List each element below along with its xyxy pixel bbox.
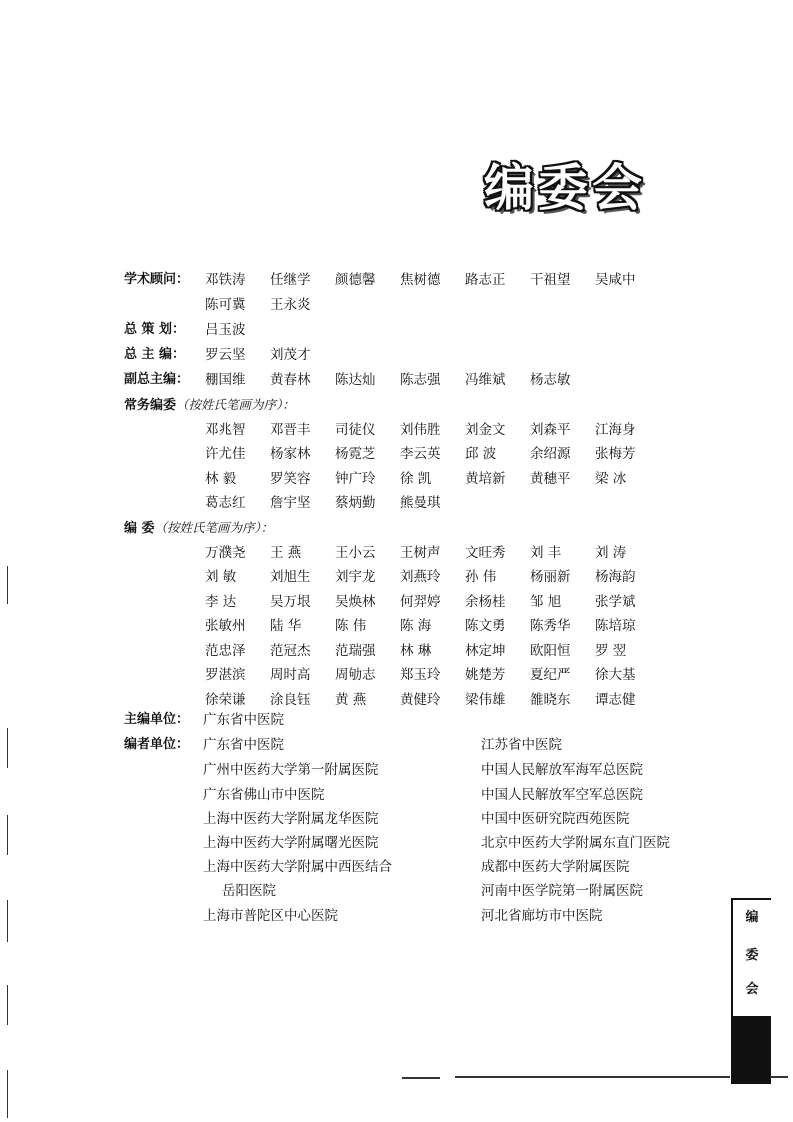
member-name: 陈培琼 — [595, 618, 636, 634]
member-name: 杨家林 — [270, 446, 311, 462]
member-name: 黄 燕 — [335, 691, 367, 708]
role-label — [124, 320, 185, 340]
member-name: 刘 涛 — [595, 544, 627, 561]
member-name: 颜德馨 — [335, 272, 376, 288]
side-tab-char: 委 — [745, 948, 759, 963]
ordering-note: （按姓氏笔画为序）： — [154, 520, 274, 535]
member-name: 陈可冀 — [205, 296, 246, 313]
member-name: 陈达灿 — [335, 372, 376, 388]
member-name: 吴万垠 — [270, 593, 311, 610]
side-tab-char: 编 — [745, 910, 759, 925]
role-label-text: 编 委 — [124, 521, 155, 536]
role-label-text: 常务编委 — [124, 398, 177, 413]
participating-unit: 北京中医药大学附属东直门医院 — [481, 835, 670, 851]
member-name: 刘茂才 — [270, 347, 311, 363]
member-name: 罗湛滨 — [205, 667, 246, 683]
member-name: 刘 丰 — [530, 544, 562, 561]
member-name: 余杨桂 — [465, 593, 506, 610]
participating-unit: 岳阳医院 — [222, 883, 276, 899]
member-name: 万濮尧 — [205, 544, 246, 561]
member-name: 熊曼琪 — [400, 495, 441, 511]
member-name: 余绍源 — [530, 446, 571, 462]
member-name: 梁伟雄 — [465, 691, 506, 708]
member-name: 涂良钰 — [270, 691, 311, 708]
side-tab — [731, 898, 771, 1084]
role-label-text: 总 策 划： — [124, 322, 186, 337]
role-label — [124, 345, 185, 365]
member-name: 张梅芳 — [595, 446, 636, 462]
member-name: 焦树德 — [400, 272, 441, 288]
member-name: 稝国维 — [205, 372, 246, 388]
footer-rule — [455, 1076, 730, 1078]
footer-rule — [402, 1077, 440, 1079]
participating-unit: 河北省廊坊市中医院 — [481, 908, 603, 924]
participating-unit: 广东省佛山市中医院 — [203, 787, 325, 803]
page-title: 编委会 — [484, 159, 646, 217]
member-name: 邹 旭 — [530, 593, 562, 610]
participating-unit: 广东省中医院 — [203, 737, 284, 753]
member-name: 刘 敏 — [205, 569, 237, 585]
member-name: 林 毅 — [205, 470, 237, 487]
member-name: 谭志健 — [595, 691, 636, 708]
role-label — [124, 270, 189, 290]
member-name: 梁 冰 — [595, 470, 627, 487]
member-name: 邱 波 — [465, 446, 497, 462]
member-name: 刘金文 — [465, 421, 506, 438]
member-name: 吴咸中 — [595, 272, 636, 288]
member-name: 陈 海 — [400, 618, 432, 634]
participating-unit: 上海中医药大学附属曙光医院 — [203, 835, 379, 851]
member-name: 吴焕林 — [335, 593, 376, 610]
member-name: 刘燕玲 — [400, 569, 441, 585]
member-name: 任继学 — [270, 272, 311, 288]
participating-unit: 中国人民解放军空军总医院 — [481, 787, 643, 803]
member-name: 文旺秀 — [465, 544, 506, 561]
member-name: 徐 凯 — [400, 470, 432, 487]
member-name: 刘森平 — [530, 421, 571, 438]
member-name: 陈文勇 — [465, 618, 506, 634]
participating-unit: 上海中医药大学附属中西医结合 — [203, 859, 392, 875]
member-name: 干祖望 — [530, 272, 571, 288]
side-tab-fill — [733, 1016, 771, 1082]
member-name: 罗云坚 — [205, 347, 246, 363]
member-name: 葛志红 — [205, 495, 246, 511]
member-name: 陈 伟 — [335, 618, 367, 634]
role-label — [124, 395, 295, 416]
participating-unit: 中国中医研究院西苑医院 — [481, 811, 630, 827]
role-label-text: 总 主 编： — [124, 347, 186, 362]
member-name: 徐大基 — [595, 667, 636, 683]
chief-unit-value: 广东省中医院 — [203, 712, 284, 728]
member-name: 刘旭生 — [270, 569, 311, 585]
binding-mark — [7, 900, 8, 942]
member-name: 江海身 — [595, 421, 636, 438]
member-name: 何羿婷 — [400, 593, 441, 610]
member-name: 孙 伟 — [465, 569, 497, 585]
participating-unit: 上海中医药大学附属龙华医院 — [203, 811, 379, 827]
member-name: 杨丽新 — [530, 569, 571, 585]
member-name: 邓兆智 — [205, 421, 246, 438]
member-name: 王小云 — [335, 544, 376, 561]
member-name: 陈秀华 — [530, 618, 571, 634]
member-name: 徐荣谦 — [205, 691, 246, 708]
role-label-text: 副总主编： — [124, 372, 190, 387]
member-name: 路志正 — [465, 272, 506, 288]
member-name: 李 达 — [205, 593, 237, 610]
participating-unit: 上海市普陀区中心医院 — [203, 908, 338, 924]
member-name: 邓铁涛 — [205, 272, 246, 288]
participating-unit: 中国人民解放军海军总医院 — [481, 762, 643, 778]
member-name: 张学斌 — [595, 593, 636, 610]
role-label-text: 学术顾问： — [124, 272, 190, 287]
member-name: 欧阳恒 — [530, 642, 571, 659]
member-name: 许尤佳 — [205, 446, 246, 462]
footer-rule — [770, 1076, 788, 1078]
member-name: 杨霓芝 — [335, 446, 376, 462]
member-name: 刘伟胜 — [400, 421, 441, 438]
role-label — [124, 518, 273, 539]
member-name: 司徒仪 — [335, 421, 376, 438]
binding-mark — [7, 566, 8, 604]
member-name: 范忠泽 — [205, 642, 246, 659]
member-name: 夏纪严 — [530, 667, 571, 683]
member-name: 蔡炳勤 — [335, 495, 376, 511]
ordering-note: （按姓氏笔画为序）： — [176, 397, 295, 412]
member-name: 王 燕 — [270, 544, 302, 561]
member-name: 杨海韵 — [595, 569, 636, 585]
member-name: 周劬志 — [335, 667, 376, 683]
member-name: 黄穗平 — [530, 470, 571, 487]
member-name: 冯维斌 — [465, 372, 506, 388]
member-name: 陈志强 — [400, 372, 441, 388]
member-name: 陆 华 — [270, 618, 302, 634]
member-name: 詹宇坚 — [270, 495, 311, 511]
member-name: 姚楚芳 — [465, 667, 506, 683]
member-name: 吕玉波 — [205, 322, 246, 338]
participating-unit: 成都中医药大学附属医院 — [481, 859, 630, 875]
participating-unit: 江苏省中医院 — [481, 737, 562, 753]
member-name: 王树声 — [400, 544, 441, 561]
member-name: 郑玉玲 — [400, 667, 441, 683]
binding-mark — [7, 815, 8, 855]
member-name: 范瑞强 — [335, 642, 376, 659]
member-name: 雒晓东 — [530, 691, 571, 708]
role-label — [124, 370, 189, 390]
member-name: 黄培新 — [465, 470, 506, 487]
member-name: 李云英 — [400, 446, 441, 462]
member-name: 范冠杰 — [270, 642, 311, 659]
member-name: 林定坤 — [465, 642, 506, 659]
participating-unit: 广州中医药大学第一附属医院 — [203, 762, 379, 778]
member-name: 周时高 — [270, 667, 311, 683]
binding-mark — [7, 728, 8, 768]
member-name: 黄健玲 — [400, 691, 441, 708]
chief-unit-label: 主编单位： — [124, 712, 190, 727]
member-name: 林 琳 — [400, 642, 432, 659]
member-name: 杨志敏 — [530, 372, 571, 388]
member-name: 刘宇龙 — [335, 569, 376, 585]
participating-units-label: 编者单位： — [124, 737, 190, 752]
member-name: 罗 翌 — [595, 642, 627, 659]
binding-mark — [7, 985, 8, 1025]
member-name: 张敏州 — [205, 618, 246, 634]
participating-unit: 河南中医学院第一附属医院 — [481, 883, 643, 899]
member-name: 黄春林 — [270, 372, 311, 388]
member-name: 罗笑容 — [270, 470, 311, 487]
binding-mark — [7, 1070, 8, 1118]
member-name: 王永炎 — [270, 296, 311, 313]
side-tab-char: 会 — [745, 982, 759, 997]
member-name: 钟广玲 — [335, 470, 376, 487]
member-name: 邓晋丰 — [270, 421, 311, 438]
